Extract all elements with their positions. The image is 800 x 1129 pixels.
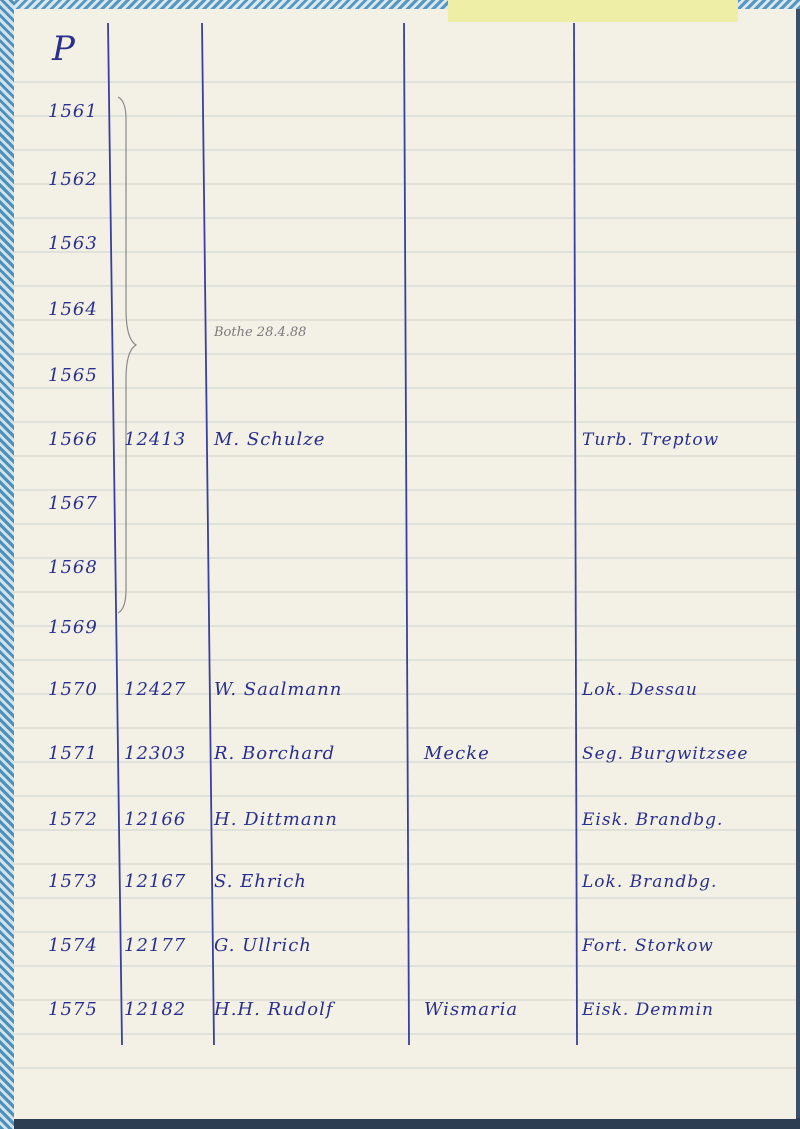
- row-number: 1569: [48, 617, 98, 638]
- adhesive-tape: [448, 0, 738, 22]
- row-number: 1566: [48, 429, 98, 450]
- row-number: 1561: [48, 101, 98, 122]
- row-number: 1564: [48, 299, 98, 320]
- ledger-row: [14, 611, 796, 645]
- row-number: 1573: [48, 871, 98, 892]
- ledger-row: [14, 737, 796, 771]
- notebook-binding: [0, 0, 14, 1129]
- notebook-bottom-edge: [14, 1118, 800, 1129]
- row-location: Lok. Dessau: [582, 680, 698, 700]
- row-id: 12182: [124, 999, 187, 1020]
- row-number: 1572: [48, 809, 98, 830]
- ledger-page: [14, 9, 796, 1119]
- ledger-row: [14, 423, 796, 457]
- index-letter: P: [52, 29, 75, 69]
- row-name: H. Dittmann: [214, 809, 338, 830]
- ledger-row: [14, 487, 796, 521]
- ledger-row: [14, 95, 796, 129]
- row-id: 12427: [124, 679, 187, 700]
- row-name: W. Saalmann: [214, 679, 343, 700]
- ledger-row: [14, 227, 796, 261]
- row-number: 1574: [48, 935, 98, 956]
- row-number: 1571: [48, 743, 98, 764]
- row-id: 12166: [124, 809, 187, 830]
- row-id: 12167: [124, 871, 187, 892]
- row-number: 1563: [48, 233, 98, 254]
- row-id: 12413: [124, 429, 187, 450]
- row-place: Mecke: [424, 743, 490, 764]
- row-location: Eisk. Brandbg.: [582, 810, 724, 830]
- ledger-row: [14, 993, 796, 1027]
- row-place: Wismaria: [424, 999, 519, 1020]
- row-number: 1575: [48, 999, 98, 1020]
- ledger-row: [14, 163, 796, 197]
- row-name: M. Schulze: [214, 429, 326, 450]
- ledger-row: [14, 359, 796, 393]
- row-location: Fort. Storkow: [582, 936, 714, 956]
- row-name: S. Ehrich: [214, 871, 307, 892]
- row-location: Turb. Treptow: [582, 430, 720, 450]
- ledger-row: [14, 865, 796, 899]
- ledger-row: [14, 929, 796, 963]
- row-name: R. Borchard: [214, 743, 336, 764]
- row-location: Lok. Brandbg.: [582, 872, 718, 892]
- ledger-row: [14, 293, 796, 327]
- row-location: Eisk. Demmin: [582, 1000, 714, 1020]
- row-id: 12177: [124, 935, 187, 956]
- ledger-row: [14, 803, 796, 837]
- ledger-row: [14, 551, 796, 585]
- row-number: 1570: [48, 679, 98, 700]
- row-number: 1567: [48, 493, 98, 514]
- pencil-note: Bothe 28.4.88: [214, 325, 307, 340]
- row-name: G. Ullrich: [214, 935, 312, 956]
- ledger-row: [14, 673, 796, 707]
- row-number: 1562: [48, 169, 98, 190]
- row-number: 1565: [48, 365, 98, 386]
- row-location: Seg. Burgwitzsee: [582, 744, 749, 764]
- row-id: 12303: [124, 743, 187, 764]
- row-number: 1568: [48, 557, 98, 578]
- row-name: H.H. Rudolf: [214, 999, 334, 1020]
